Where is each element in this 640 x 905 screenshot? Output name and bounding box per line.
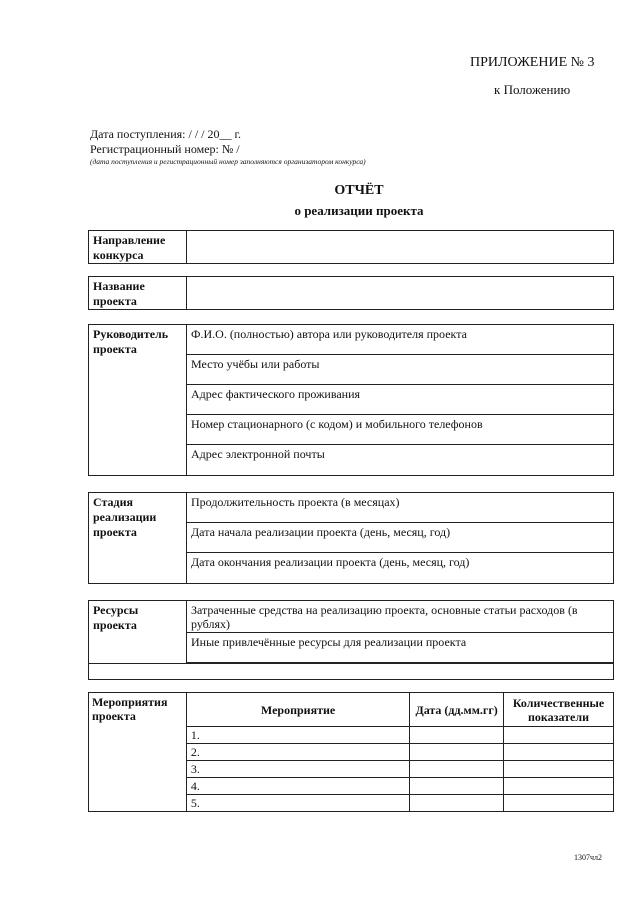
- leader-box: [88, 324, 614, 476]
- leader-field-phones[interactable]: Номер стационарного (с кодом) и мобильного телефонов: [187, 415, 613, 445]
- receipt-date-line: Дата поступления: / / / 20__ г.: [90, 127, 242, 141]
- event-indicator-cell[interactable]: [504, 761, 614, 778]
- event-row-number[interactable]: 3.: [186, 761, 409, 778]
- appendix-number: ПРИЛОЖЕНИЕ № 3: [470, 55, 595, 70]
- events-col-event: Мероприятие: [186, 693, 409, 727]
- event-indicator-cell[interactable]: [504, 744, 614, 761]
- event-date-cell[interactable]: [410, 795, 504, 812]
- leader-field-fio[interactable]: Ф.И.О. (полностью) автора или руководителя проекта: [187, 325, 613, 355]
- event-row-number[interactable]: 2.: [186, 744, 409, 761]
- resources-bottom-row: [89, 663, 613, 664]
- project-name-label: Название проекта: [89, 277, 187, 309]
- resources-field-spent[interactable]: Затраченные средства на реализацию проекта, основные статьи расходов (в рублях): [187, 601, 613, 633]
- stage-field-start-date[interactable]: Дата начала реализации проекта (день, месяц, год): [187, 523, 613, 553]
- leader-field-study-work[interactable]: Место учёбы или работы: [187, 355, 613, 385]
- events-col-indicators: Количественные показатели: [504, 693, 614, 727]
- event-row-number[interactable]: 1.: [186, 727, 409, 744]
- project-name-value-field[interactable]: [187, 277, 613, 309]
- leader-label: Руководитель проекта: [89, 325, 187, 475]
- event-row-number[interactable]: 5.: [186, 795, 409, 812]
- resources-field-other[interactable]: Иные привлечённые ресурсы для реализации проекта: [187, 633, 613, 663]
- resources-box: [88, 600, 614, 680]
- registration-number-line: Регистрационный номер: № /: [90, 142, 240, 156]
- document-code: 1307чл2: [574, 853, 603, 862]
- event-indicator-cell[interactable]: [504, 778, 614, 795]
- stage-field-duration[interactable]: Продолжительность проекта (в месяцах): [187, 493, 613, 523]
- report-subtitle: о реализации проекта: [294, 203, 424, 218]
- event-date-cell[interactable]: [410, 761, 504, 778]
- resources-label: Ресурсы проекта: [89, 601, 187, 663]
- project-name-box: [88, 276, 614, 310]
- events-label: Мероприятия проекта: [89, 693, 187, 812]
- meta-note: (дата поступления и регистрационный номер заполняются организатором конкурса): [90, 157, 366, 166]
- report-title: ОТЧЁТ: [334, 183, 384, 198]
- appendix-reference: к Положению: [494, 82, 571, 97]
- stage-label: Стадия реализации проекта: [89, 493, 187, 583]
- event-date-cell[interactable]: [410, 778, 504, 795]
- direction-box: [88, 230, 614, 264]
- stage-field-end-date[interactable]: Дата окончания реализации проекта (день, месяц, год): [191, 555, 470, 569]
- events-col-date: Дата (дд.мм.гг): [410, 693, 504, 727]
- leader-field-email[interactable]: Адрес электронной почты: [191, 447, 325, 461]
- direction-label: Направление конкурса: [89, 231, 187, 263]
- event-indicator-cell[interactable]: [504, 795, 614, 812]
- leader-field-address[interactable]: Адрес фактического проживания: [187, 385, 613, 415]
- event-row-number[interactable]: 4.: [186, 778, 409, 795]
- stage-box: [88, 492, 614, 584]
- event-date-cell[interactable]: [410, 744, 504, 761]
- event-indicator-cell[interactable]: [504, 727, 614, 744]
- direction-value-field[interactable]: [187, 231, 613, 263]
- events-table: [88, 692, 614, 812]
- event-date-cell[interactable]: [410, 727, 504, 744]
